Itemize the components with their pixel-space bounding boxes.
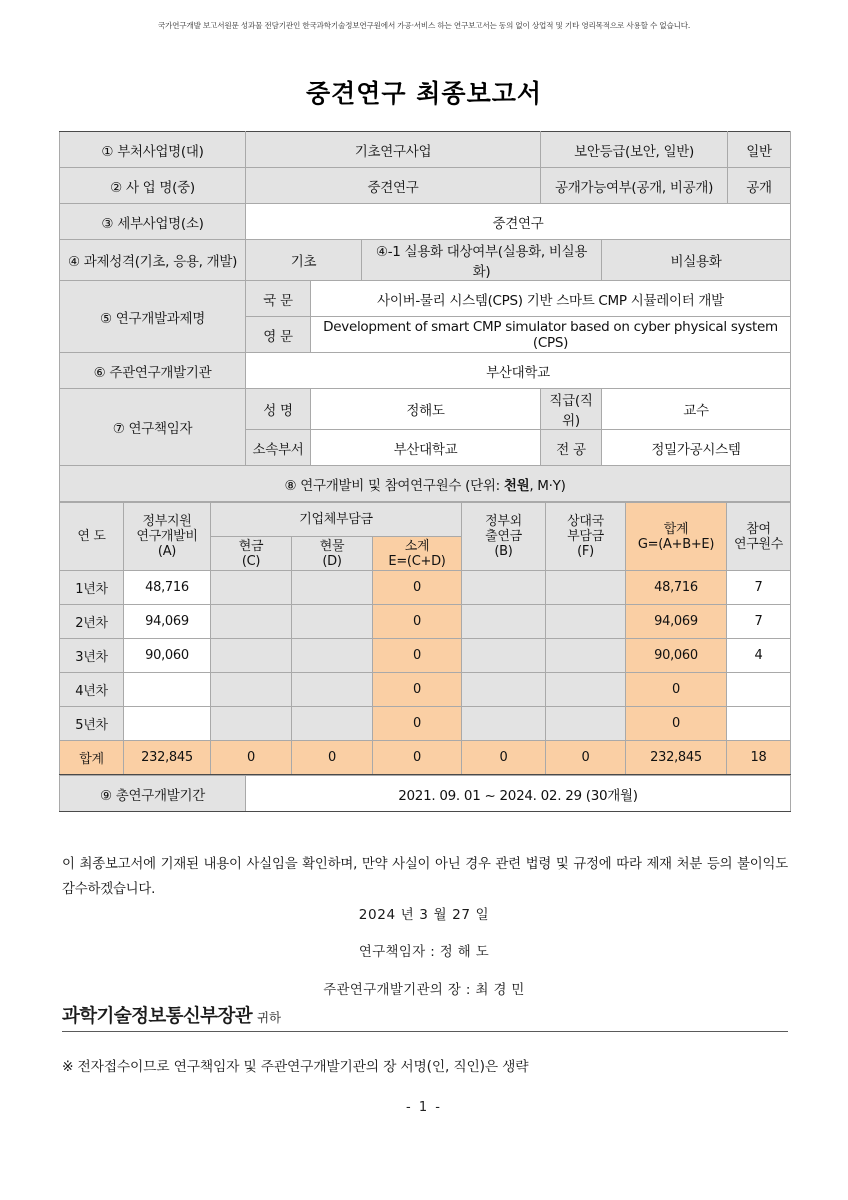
table-row bbox=[60, 707, 791, 741]
cell-year3-nongov bbox=[462, 639, 546, 673]
table-row bbox=[60, 466, 791, 502]
cell-year5-cash bbox=[211, 707, 292, 741]
cell-year3-cash bbox=[211, 639, 292, 673]
label-pi-major: 전 공 bbox=[541, 430, 602, 466]
copyright-notice: 국가연구개발 보고서원문 성과물 전담기관인 한국과학기술정보연구원에서 가공·서비스 하는 연구보고서는 동의 없이 상업적 및 기타 영리목적으로 사용할 수 없습니다. bbox=[157, 21, 691, 30]
minister-honorific: 귀하 bbox=[256, 1010, 282, 1025]
cell-year1-gov: 48,716 bbox=[124, 571, 211, 605]
col-header-cash bbox=[211, 537, 292, 571]
budget-table bbox=[59, 502, 791, 775]
cell-year3-partner bbox=[546, 639, 626, 673]
cell-year4-subtotal: 0 bbox=[373, 673, 462, 707]
table-row bbox=[60, 605, 791, 639]
gov-fund-line1: 정부지원 bbox=[142, 514, 192, 529]
cash-line2: (C) bbox=[241, 553, 261, 569]
table-row bbox=[60, 571, 791, 605]
cell-total-total: 232,845 bbox=[626, 741, 727, 775]
cell-year3-inkind bbox=[292, 639, 373, 673]
col-header-subtotal bbox=[373, 537, 462, 571]
cell-year5-gov bbox=[124, 707, 211, 741]
label-commercialization: ④-1 실용화 대상여부(실용화, 비실용화) bbox=[362, 240, 602, 281]
page-title: 중견연구 최종보고서 bbox=[305, 79, 543, 108]
label-disclosure: 공개가능여부(공개, 비공개) bbox=[541, 168, 728, 204]
cell-total-subtotal: 0 bbox=[373, 741, 462, 775]
cell-year4-partner bbox=[546, 673, 626, 707]
cell-year3-total: 90,060 bbox=[626, 639, 727, 673]
col-header-gov-fund bbox=[124, 503, 211, 571]
page-number: - 1 - bbox=[406, 1100, 442, 1115]
label-pi-department: 소속부서 bbox=[246, 430, 311, 466]
row-label-total: 합계 bbox=[60, 741, 124, 775]
cell-year1-researchers: 7 bbox=[727, 571, 791, 605]
cell-total-nongov: 0 bbox=[462, 741, 546, 775]
budget-total-row bbox=[60, 741, 791, 775]
report-info-table-wrapper bbox=[59, 131, 790, 812]
label-security-grade: 보안등급(보안, 일반) bbox=[541, 132, 728, 168]
cell-year1-inkind bbox=[292, 571, 373, 605]
table-row bbox=[60, 776, 791, 812]
label-pi-name: 성 명 bbox=[246, 389, 311, 430]
budget-header-row-1 bbox=[60, 503, 791, 537]
cell-total-inkind: 0 bbox=[292, 741, 373, 775]
row-label-year4: 4년차 bbox=[60, 673, 124, 707]
cell-year2-total: 94,069 bbox=[626, 605, 727, 639]
col-header-year: 연 도 bbox=[60, 503, 124, 571]
row-label-year1: 1년차 bbox=[60, 571, 124, 605]
col-header-total bbox=[626, 503, 727, 571]
cell-year2-partner bbox=[546, 605, 626, 639]
cell-year2-nongov bbox=[462, 605, 546, 639]
col-header-researchers bbox=[727, 503, 791, 571]
partner-line3: (F) bbox=[577, 544, 594, 559]
label-project-title-english: 영 문 bbox=[246, 317, 311, 353]
label-pi-position: 직급(직위) bbox=[541, 389, 602, 430]
col-header-inkind bbox=[292, 537, 373, 571]
total-line2: G=(A+B+E) bbox=[637, 536, 715, 552]
value-pi-major: 정밀가공시스템 bbox=[602, 430, 791, 466]
cell-year3-subtotal: 0 bbox=[373, 639, 462, 673]
cell-year4-total: 0 bbox=[626, 673, 727, 707]
table-row bbox=[60, 168, 791, 204]
label-project-title-korean: 국 문 bbox=[246, 281, 311, 317]
label-host-institution: ⑥ 주관연구개발기관 bbox=[60, 353, 246, 389]
label-ministry-program: ① 부처사업명(대) bbox=[60, 132, 246, 168]
cell-year3-gov: 90,060 bbox=[124, 639, 211, 673]
partner-line2: 부담금 bbox=[567, 529, 604, 544]
researchers-line1: 참여 bbox=[746, 521, 771, 537]
nongov-line1: 정부외 bbox=[485, 514, 522, 529]
period-table bbox=[59, 775, 791, 812]
table-row bbox=[60, 281, 791, 317]
cell-year4-researchers bbox=[727, 673, 791, 707]
signature-date: 2024 년 3 월 27 일 bbox=[358, 907, 490, 923]
total-line1: 합계 bbox=[663, 521, 689, 537]
cell-year2-inkind bbox=[292, 605, 373, 639]
budget-title-suffix: , M·Y) bbox=[529, 477, 566, 494]
inkind-line2: (D) bbox=[322, 553, 342, 569]
col-header-partner-fund bbox=[546, 503, 626, 571]
col-header-company-group: 기업체부담금 bbox=[211, 503, 462, 537]
cell-year1-partner bbox=[546, 571, 626, 605]
signature-principal-investigator: 연구책임자 : 정 해 도 bbox=[358, 945, 490, 960]
researchers-line2: 연구원수 bbox=[733, 536, 784, 552]
label-task-nature: ④ 과제성격(기초, 응용, 개발) bbox=[60, 240, 246, 281]
gov-fund-line3: (A) bbox=[157, 544, 177, 559]
budget-section-title bbox=[60, 466, 791, 502]
cell-year4-inkind bbox=[292, 673, 373, 707]
value-pi-department: 부산대학교 bbox=[311, 430, 541, 466]
partner-line1: 상대국 bbox=[567, 514, 604, 529]
label-total-period: ⑨ 총연구개발기간 bbox=[60, 776, 246, 812]
nongov-line2: 출연금 bbox=[485, 529, 522, 544]
cell-total-researchers: 18 bbox=[727, 741, 791, 775]
gov-fund-line2: 연구개발비 bbox=[136, 529, 198, 544]
cell-year2-subtotal: 0 bbox=[373, 605, 462, 639]
cell-year1-total: 48,716 bbox=[626, 571, 727, 605]
value-pi-position: 교수 bbox=[602, 389, 791, 430]
cell-year5-nongov bbox=[462, 707, 546, 741]
addressee-minister bbox=[62, 1002, 788, 1032]
label-project-title: ⑤ 연구개발과제명 bbox=[60, 281, 246, 353]
subtotal-line2: E=(C+D) bbox=[388, 553, 446, 569]
value-pi-name: 정해도 bbox=[311, 389, 541, 430]
value-program-name: 중견연구 bbox=[246, 168, 541, 204]
nongov-line3: (B) bbox=[494, 544, 513, 559]
value-detail-program: 중견연구 bbox=[246, 204, 791, 240]
cell-year1-nongov bbox=[462, 571, 546, 605]
table-row bbox=[60, 353, 791, 389]
subtotal-line1: 소계 bbox=[404, 538, 430, 554]
cell-year5-researchers bbox=[727, 707, 791, 741]
table-row bbox=[60, 673, 791, 707]
value-security-grade: 일반 bbox=[728, 132, 791, 168]
value-project-title-korean: 사이버-물리 시스템(CPS) 기반 스마트 CMP 시뮬레이터 개발 bbox=[311, 281, 791, 317]
label-principal-investigator: ⑦ 연구책임자 bbox=[60, 389, 246, 466]
cash-line1: 현금 bbox=[238, 538, 264, 554]
cell-total-cash: 0 bbox=[211, 741, 292, 775]
table-row bbox=[60, 389, 791, 430]
cell-year4-nongov bbox=[462, 673, 546, 707]
value-commercialization: 비실용화 bbox=[602, 240, 791, 281]
cell-year4-cash bbox=[211, 673, 292, 707]
cell-year5-subtotal: 0 bbox=[373, 707, 462, 741]
cell-year4-gov bbox=[124, 673, 211, 707]
report-info-table bbox=[59, 131, 791, 502]
cell-year2-researchers: 7 bbox=[727, 605, 791, 639]
value-task-nature: 기초 bbox=[246, 240, 362, 281]
cell-year5-inkind bbox=[292, 707, 373, 741]
value-total-period: 2021. 09. 01 ~ 2024. 02. 29 (30개월) bbox=[246, 776, 791, 812]
label-program-name: ② 사 업 명(중) bbox=[60, 168, 246, 204]
row-label-year5: 5년차 bbox=[60, 707, 124, 741]
signature-institution-head: 주관연구개발기관의 장 : 최 경 민 bbox=[323, 983, 525, 998]
table-row bbox=[60, 240, 791, 281]
value-project-title-english: Development of smart CMP simulator based on cyber physical system (CPS) bbox=[311, 317, 791, 353]
row-label-year3: 3년차 bbox=[60, 639, 124, 673]
cell-total-gov: 232,845 bbox=[124, 741, 211, 775]
cell-year2-gov: 94,069 bbox=[124, 605, 211, 639]
cell-year3-researchers: 4 bbox=[727, 639, 791, 673]
value-ministry-program: 기초연구사업 bbox=[246, 132, 541, 168]
cell-year5-total: 0 bbox=[626, 707, 727, 741]
cell-total-partner: 0 bbox=[546, 741, 626, 775]
col-header-nongov-fund bbox=[462, 503, 546, 571]
cell-year1-subtotal: 0 bbox=[373, 571, 462, 605]
table-row bbox=[60, 132, 791, 168]
table-row bbox=[60, 639, 791, 673]
cell-year2-cash bbox=[211, 605, 292, 639]
cell-year1-cash bbox=[211, 571, 292, 605]
table-row bbox=[60, 204, 791, 240]
row-label-year2: 2년차 bbox=[60, 605, 124, 639]
value-disclosure: 공개 bbox=[728, 168, 791, 204]
label-detail-program: ③ 세부사업명(소) bbox=[60, 204, 246, 240]
confirmation-statement: 이 최종보고서에 기재된 내용이 사실임을 확인하며, 만약 사실이 아닌 경우 관련 법령 및 규정에 따라 제재 처분 등의 불이익도 감수하겠습니다. bbox=[62, 857, 788, 897]
cell-year5-partner bbox=[546, 707, 626, 741]
electronic-submission-note: ※ 전자접수이므로 연구책임자 및 주관연구개발기관의 장 서명(인, 직인)은 생략 bbox=[62, 1059, 529, 1075]
minister-title: 과학기술정보통신부장관 bbox=[62, 1006, 252, 1027]
budget-title-unit: 천원 bbox=[503, 477, 530, 494]
inkind-line1: 현물 bbox=[319, 538, 345, 554]
value-host-institution: 부산대학교 bbox=[246, 353, 791, 389]
budget-title-prefix: ⑧ 연구개발비 및 참여연구원수 (단위: bbox=[284, 477, 504, 494]
